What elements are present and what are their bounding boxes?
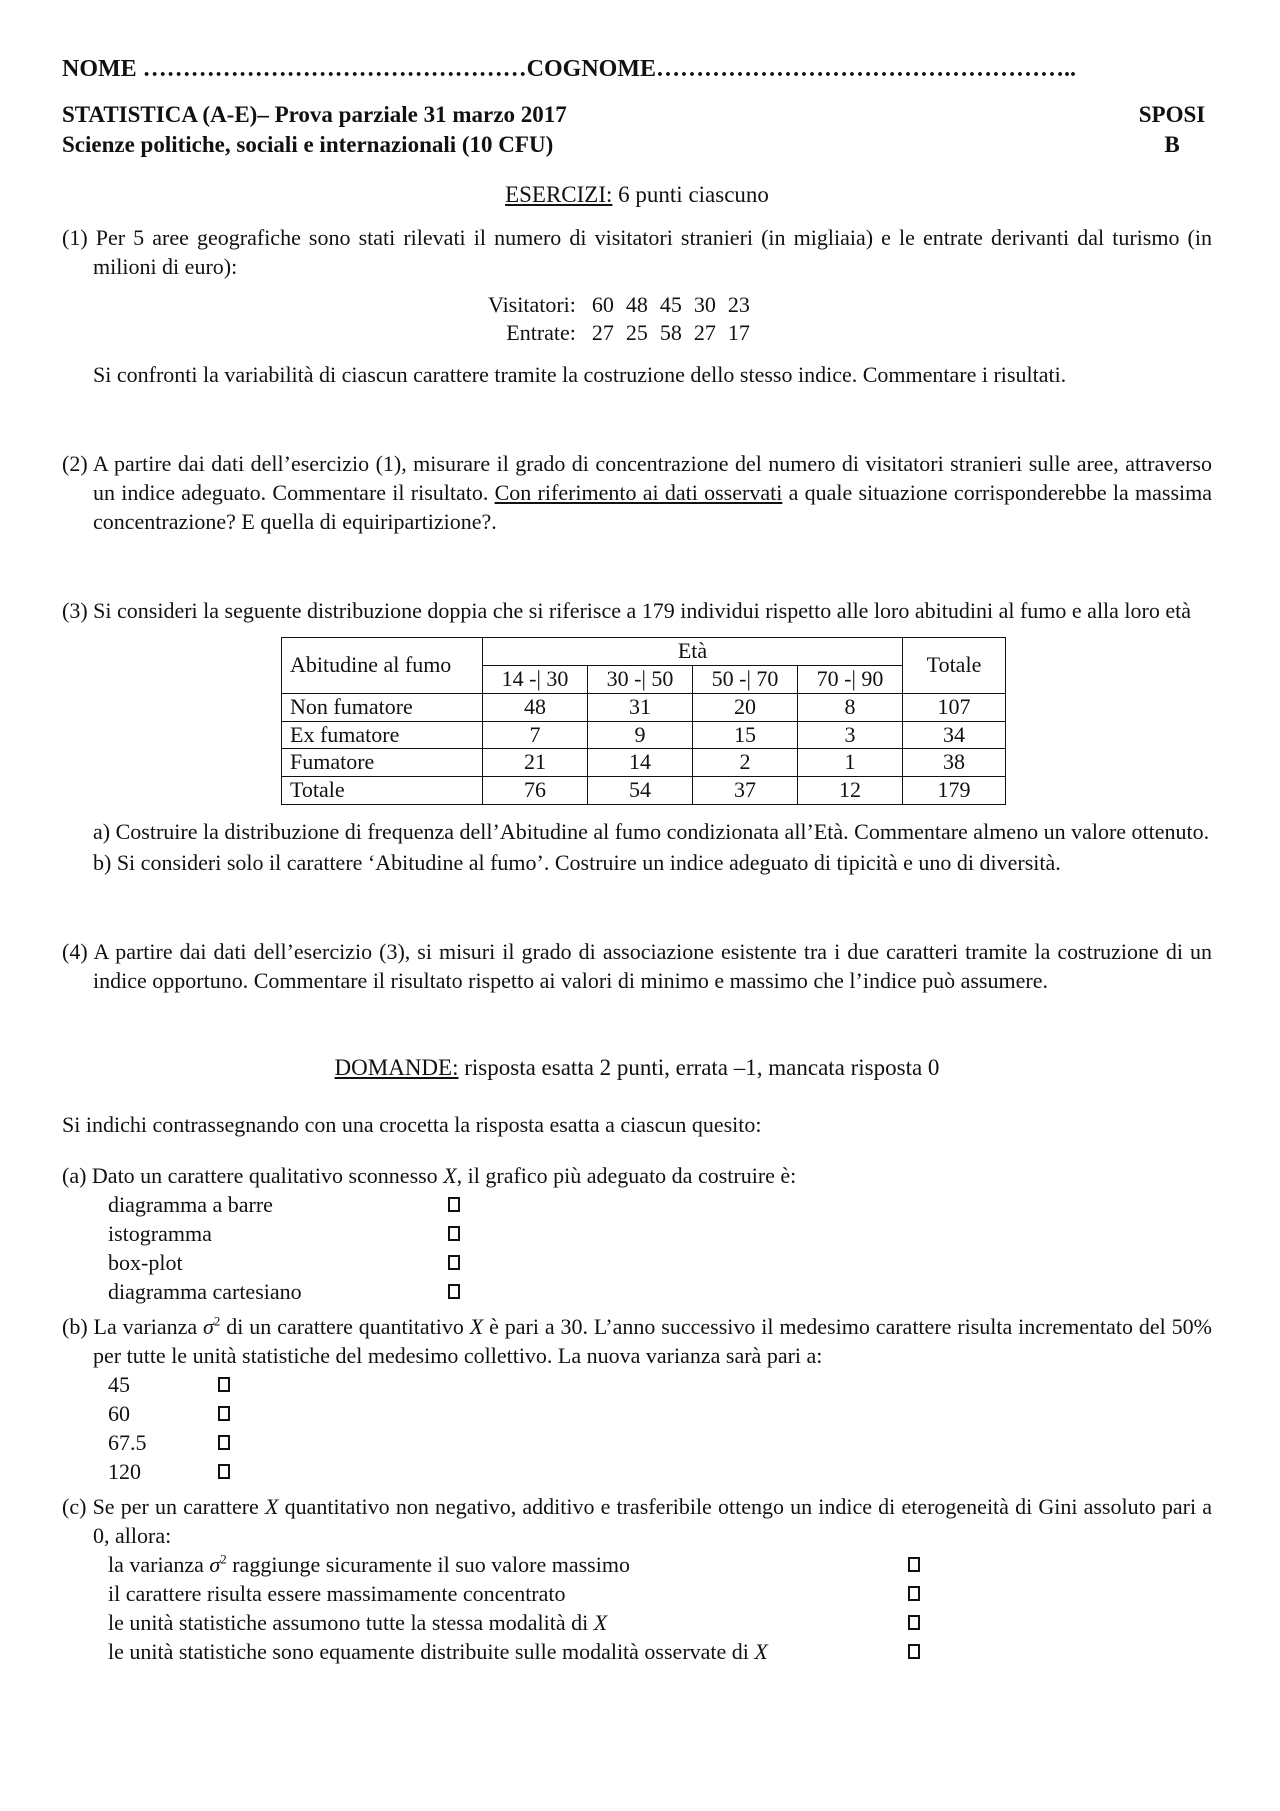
option-row: 45 — [108, 1370, 1212, 1399]
option-row: istogramma — [108, 1219, 1212, 1248]
option-row: le unità statistiche sono equamente distribuite sulle modalità osservate di X — [108, 1637, 1212, 1666]
checkbox[interactable] — [448, 1255, 460, 1270]
option-row: diagramma cartesiano — [108, 1277, 1212, 1306]
table-row: Fumatore 21 14 2 1 38 — [282, 749, 1006, 777]
exercise-3b: b) Si consideri solo il carattere ‘Abitudine al fumo’. Costruire un indice adeguato di tipicità e uno di diversità. — [93, 850, 1061, 876]
visitors-row: Visitatori: 60 48 45 30 23 — [488, 291, 750, 317]
checkbox[interactable] — [908, 1615, 920, 1630]
table-age-header: Età — [483, 638, 903, 666]
option-row: il carattere risulta essere massimamente concentrato — [108, 1579, 1212, 1608]
table-col-header: 70 -| 90 — [798, 665, 903, 693]
question-b-options — [108, 1370, 1212, 1486]
exercise-1-text: (1) Per 5 aree geografiche sono stati rilevati il numero di visitatori stranieri (in migliaia) e le entrate derivanti dal turismo (in milioni di euro): — [62, 224, 1212, 279]
exercise-1-data-table — [482, 291, 756, 348]
question-a-text: (a) Dato un carattere qualitativo sconnesso X, il grafico più adeguato da costruire è: — [62, 1162, 797, 1188]
name-surname-line: NOME …………………………………………COGNOME…………………………………………….. — [62, 56, 1076, 82]
table-row: Non fumatore 48 31 20 8 107 — [282, 693, 1006, 721]
smoking-age-table — [281, 637, 1006, 805]
checkbox[interactable] — [448, 1197, 460, 1212]
checkbox[interactable] — [218, 1435, 230, 1450]
option-row: 67.5 — [108, 1428, 1212, 1457]
degree-name: Scienze politiche, sociali e internazionali (10 CFU) — [62, 132, 554, 158]
exercise-3a: a) Costruire la distribuzione di frequenza dell’Abitudine al fumo condizionata all’Età. Commentare almeno un valore ottenuto. — [93, 819, 1210, 845]
course-title-row — [62, 100, 1212, 130]
question-c-text: (c) Se per un carattere X quantitativo non negativo, additivo e trasferibile ottengo un indice di eterogeneità di Gini assoluto pari a 0, allora: — [62, 1493, 1212, 1548]
option-row: le unità statistiche assumono tutte la stessa modalità di X — [108, 1608, 1212, 1637]
table-total-header: Totale — [903, 638, 1006, 694]
degree-row — [62, 130, 1212, 160]
checkbox[interactable] — [908, 1644, 920, 1659]
option-row: diagramma a barre — [108, 1190, 1212, 1219]
option-row: 60 — [108, 1399, 1212, 1428]
course-code: SPOSI — [1138, 101, 1206, 127]
table-row: Totale 76 54 37 12 179 — [282, 777, 1006, 805]
question-c-options — [108, 1550, 1212, 1666]
checkbox[interactable] — [908, 1557, 920, 1572]
domande-title: DOMANDE: risposta esatta 2 punti, errata –1, mancata risposta 0 — [334, 1055, 940, 1081]
table-col-header: 50 -| 70 — [693, 665, 798, 693]
checkbox[interactable] — [448, 1226, 460, 1241]
table-row: Ex fumatore 7 9 15 3 34 — [282, 721, 1006, 749]
revenue-row: Entrate: 27 25 58 27 17 — [506, 320, 750, 346]
checkbox[interactable] — [218, 1406, 230, 1421]
option-row: la varianza $\sigma^2$ raggiunge sicuramente il suo valore massimo — [108, 1550, 1212, 1579]
course-title: STATISTICA (A-E)– Prova parziale 31 marzo 2017 — [62, 101, 567, 127]
exercise-4-text: (4) A partire dai dati dell’esercizio (3), si misuri il grado di associazione esistente tra i due caratteri tramite la costruzione di un indice opportuno. Commentare il risultato rispetto ai valori di minimo e massimo che l’indice può assumere. — [62, 939, 1212, 994]
domande-instruction: Si indichi contrassegnando con una crocetta la risposta esatta a ciascun quesito: — [62, 1111, 762, 1137]
exam-variant: B — [1164, 132, 1180, 158]
table-row-header: Abitudine al fumo — [282, 638, 483, 694]
exercise-1-question: Si confronti la variabilità di ciascun carattere tramite la costruzione dello stesso indice. Commentare i risultati. — [93, 362, 1067, 387]
table-col-header: 14 -| 30 — [483, 665, 588, 693]
checkbox[interactable] — [448, 1284, 460, 1299]
checkbox[interactable] — [218, 1464, 230, 1479]
checkbox[interactable] — [218, 1377, 230, 1392]
exercise-2-text: (2) A partire dai dati dell’esercizio (1), misurare il grado di concentrazione del numero di visitatori stranieri sulle aree, attraverso un indice adeguato. Commentare il risultato. Con riferimento ai dati osservati a quale situazione corrisponderebbe la massima concentrazione? E quella di equiripartizione?. — [62, 451, 1212, 535]
option-row: 120 — [108, 1457, 1212, 1486]
table-col-header: 30 -| 50 — [588, 665, 693, 693]
exercise-3-text: (3) Si consideri la seguente distribuzione doppia che si riferisce a 179 individui rispetto alle loro abitudini al fumo e alla loro età — [62, 598, 1192, 624]
question-a-options — [108, 1190, 1212, 1306]
esercizi-title: ESERCIZI: 6 punti ciascuno — [505, 182, 769, 208]
option-row: box-plot — [108, 1248, 1212, 1277]
question-b-text: (b) La varianza $\sigma^2$ di un carattere quantitativo X è pari a 30. L’anno successivo il medesimo carattere risulta incrementato del 50% per tutte le unità statistiche del medesimo collettivo. La nuova varianza sarà pari a: — [62, 1313, 1212, 1368]
checkbox[interactable] — [908, 1586, 920, 1601]
